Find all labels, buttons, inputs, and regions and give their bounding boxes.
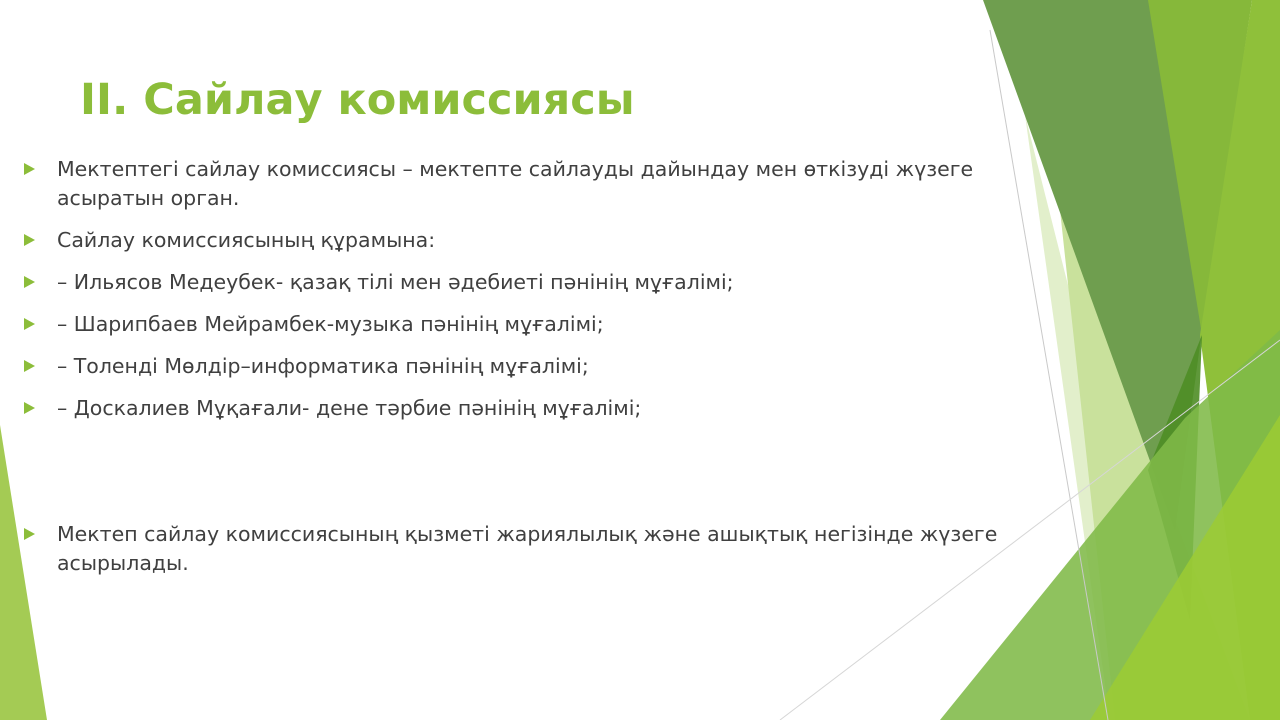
triangle-right-icon: [24, 163, 35, 175]
triangle-right-icon: [24, 276, 35, 288]
bullet-text: Мектеп сайлау комиссиясының қызметі жариялылық және ашықтық негізінде жүзеге асырылады.: [57, 522, 998, 575]
bullet-item: [24, 520, 1014, 578]
bullet-text: Мектептегі сайлау комиссиясы – мектепте сайлауды дайындау мен өткізуді жүзеге асыратын орган.: [57, 157, 974, 210]
slide-title: II. Сайлау комиссиясы: [80, 75, 635, 125]
bullet-text: – Шарипбаев Мейрамбек-музыка пәнінің мұғалімі;: [57, 312, 604, 336]
triangle-right-icon: [24, 360, 35, 372]
bullet-text: – Толенді Мөлдір–информатика пәнінің мұғалімі;: [57, 354, 589, 378]
bullet-text: – Доскалиев Мұқағали- дене тәрбие пәнінің мұғалімі;: [57, 396, 642, 420]
bullet-text: – Ильясов Медеубек- қазақ тілі мен әдебиеті пәнінің мұғалімі;: [57, 270, 734, 294]
triangle-right-icon: [24, 528, 35, 540]
bullet-item: [24, 394, 1014, 423]
triangle-right-icon: [24, 402, 35, 414]
bullet-item: [24, 226, 1014, 255]
bullet-item: [24, 352, 1014, 381]
bullet-item: [24, 268, 1014, 297]
bullet-item: [24, 310, 1014, 339]
triangle-right-icon: [24, 318, 35, 330]
triangle-right-icon: [24, 234, 35, 246]
bullet-text: Сайлау комиссиясының құрамына:: [57, 228, 436, 252]
bullet-item: [24, 155, 1014, 213]
